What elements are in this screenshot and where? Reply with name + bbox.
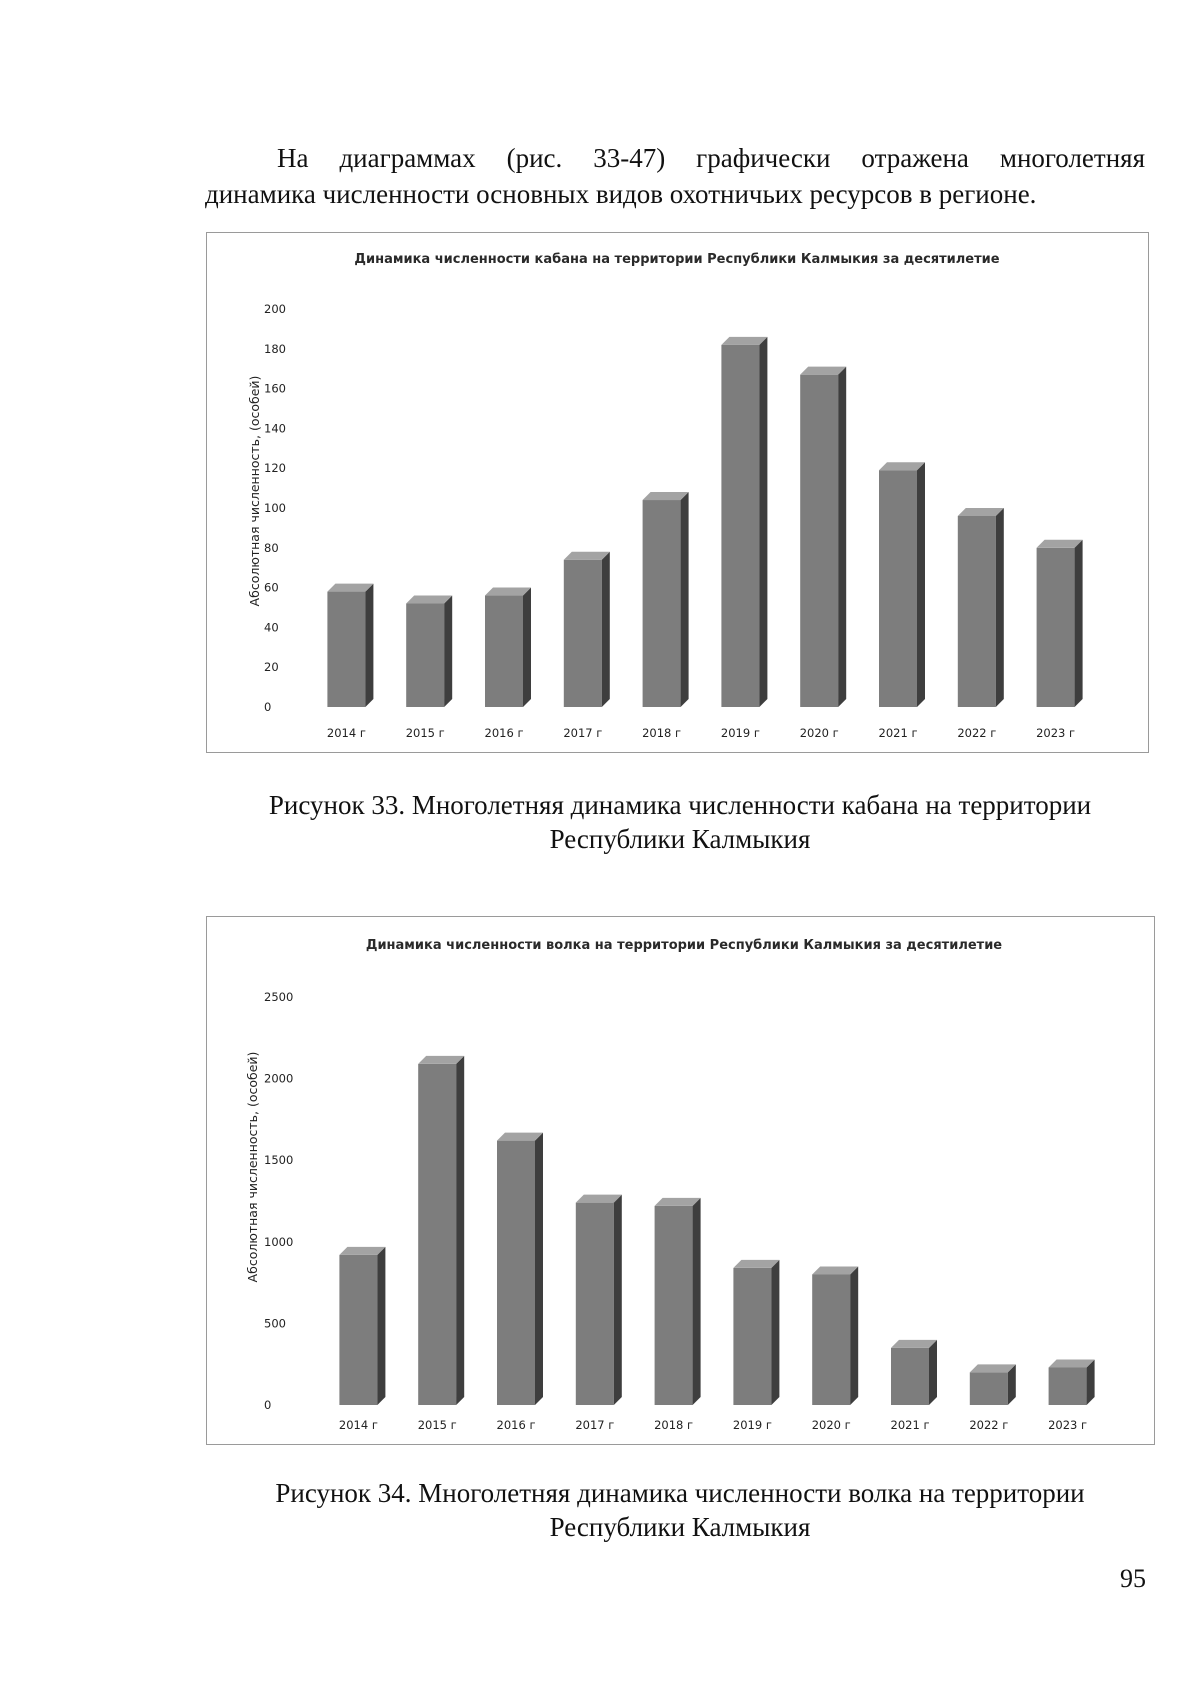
boar-chart-bar-front: [721, 345, 759, 707]
boar-chart-bar: [1037, 540, 1083, 707]
boar-chart-bar-side: [996, 508, 1004, 707]
wolf-chart-bar-top: [576, 1195, 622, 1203]
wolf-chart-bar: [576, 1195, 622, 1405]
boar-chart-bar-top: [643, 492, 689, 500]
chart-wolf: [207, 917, 1154, 1444]
wolf-chart-y-tick-label: 2500: [264, 990, 294, 1004]
wolf-chart-bar: [970, 1364, 1016, 1405]
boar-chart-y-tick-label: 80: [264, 540, 279, 555]
wolf-chart-bar-front: [576, 1203, 614, 1405]
boar-chart-x-tick-label: 2016 г: [484, 726, 524, 740]
figure-33-caption-line-1: Рисунок 33. Многолетняя динамика численности кабана на территории: [268, 790, 1092, 820]
page-number: 95: [1120, 1564, 1146, 1593]
figure-34-caption-line-1: Рисунок 34. Многолетняя динамика численности волка на территории: [275, 1478, 1085, 1508]
boar-chart-x-tick-label: 2017 г: [563, 726, 603, 740]
wolf-chart-bar-side: [456, 1056, 464, 1405]
boar-chart-y-tick-label: 20: [264, 660, 279, 675]
boar-chart-bar-front: [564, 560, 602, 707]
wolf-chart-x-tick-label: 2015 г: [417, 1418, 457, 1432]
boar-chart-x-tick-label: 2018 г: [642, 726, 682, 740]
boar-chart-bar-top: [406, 596, 452, 604]
boar-chart-bar: [406, 596, 452, 707]
boar-chart-y-tick-label: 0: [264, 700, 272, 714]
wolf-chart-bar-front: [339, 1255, 377, 1405]
boar-chart-x-tick-label: 2021 г: [878, 726, 918, 740]
wolf-chart-y-axis-title: Абсолютная численность, (особей): [245, 1051, 260, 1283]
wolf-chart-x-tick-label: 2020 г: [811, 1418, 851, 1432]
boar-chart-x-tick-label: 2019 г: [720, 726, 760, 740]
wolf-chart-bar-top: [1049, 1359, 1095, 1367]
wolf-chart-bar-front: [733, 1268, 771, 1405]
wolf-chart-bar-side: [693, 1198, 701, 1405]
boar-chart-bar-top: [958, 508, 1004, 516]
boar-chart-x-tick-label: 2020 г: [799, 726, 839, 740]
boar-chart-bar-top: [879, 462, 925, 470]
wolf-chart-bar-side: [850, 1266, 858, 1405]
wolf-chart-x-tick-label: 2019 г: [732, 1418, 772, 1432]
boar-chart-y-tick-label: 200: [264, 302, 286, 316]
boar-chart-bar-front: [485, 596, 523, 707]
wolf-chart-bar-top: [418, 1056, 464, 1064]
wolf-chart-bar-front: [418, 1064, 456, 1405]
boar-chart-bar-front: [327, 592, 365, 707]
wolf-chart-title: Динамика численности волка на территории Республики Калмыкия за десятилетие: [365, 938, 1003, 953]
wolf-chart-y-tick-label: 1000: [264, 1234, 294, 1249]
wolf-chart-bar-top: [812, 1266, 858, 1274]
wolf-chart-x-tick-label: 2021 г: [890, 1418, 930, 1432]
wolf-chart-bar: [655, 1198, 701, 1405]
figure-33-caption-line-2: Республики Калмыкия: [549, 824, 811, 854]
wolf-chart-bar: [497, 1133, 543, 1405]
boar-chart-bar-side: [523, 588, 531, 707]
wolf-chart-x-tick-label: 2016 г: [496, 1418, 536, 1432]
boar-chart-bar-top: [485, 588, 531, 596]
boar-chart-bar-front: [1037, 548, 1075, 707]
boar-chart-y-tick-label: 60: [264, 580, 279, 595]
boar-chart-bar-front: [643, 500, 681, 707]
boar-chart-x-tick-label: 2022 г: [957, 726, 997, 740]
boar-chart-bar-side: [444, 596, 452, 707]
intro-line-1: На диаграммах (рис. 33-47) графически отражена многолетняя: [277, 143, 1145, 173]
wolf-chart-y-tick-label: 2000: [264, 1071, 294, 1086]
boar-chart-bar: [643, 492, 689, 707]
wolf-chart-x-tick-label: 2023 г: [1048, 1418, 1088, 1432]
boar-chart-bar-top: [800, 367, 846, 375]
wolf-chart-bar-front: [812, 1274, 850, 1405]
boar-chart-x-tick-label: 2023 г: [1036, 726, 1076, 740]
chart-boar-frame: [206, 232, 1149, 753]
boar-chart-bar-top: [721, 337, 767, 345]
figure-34-caption: [180, 1476, 1180, 1544]
wolf-chart-x-tick-label: 2014 г: [338, 1418, 378, 1432]
wolf-chart-bar-front: [891, 1348, 929, 1405]
boar-chart-bar-side: [759, 337, 767, 707]
wolf-chart-bar-front: [497, 1141, 535, 1405]
figure-34-caption-line-2: Республики Калмыкия: [549, 1512, 811, 1542]
wolf-chart-x-tick-label: 2018 г: [654, 1418, 694, 1432]
wolf-chart-bar-top: [733, 1260, 779, 1268]
wolf-chart-bar-side: [377, 1247, 385, 1405]
boar-chart-bar-side: [602, 552, 610, 707]
wolf-chart-bar-front: [1049, 1367, 1087, 1405]
intro-line-2: динамика численности основных видов охотничьих ресурсов в регионе.: [205, 179, 1037, 209]
wolf-chart-bar-side: [614, 1195, 622, 1405]
boar-chart-bar: [721, 337, 767, 707]
chart-wolf-frame: [206, 916, 1155, 1445]
boar-chart-bar-top: [1037, 540, 1083, 548]
boar-chart-bar: [879, 462, 925, 707]
wolf-chart-bar-top: [339, 1247, 385, 1255]
boar-chart-bar-side: [917, 462, 925, 707]
wolf-chart-bar-side: [535, 1133, 543, 1405]
boar-chart-bar: [564, 552, 610, 707]
boar-chart-bar-front: [879, 470, 917, 707]
boar-chart-bar-front: [958, 516, 996, 707]
wolf-chart-bar-top: [497, 1133, 543, 1141]
wolf-chart-y-tick-label: 1500: [264, 1153, 294, 1168]
boar-chart-bar: [327, 584, 373, 707]
boar-chart-bar-top: [564, 552, 610, 560]
boar-chart-bar: [800, 367, 846, 707]
wolf-chart-bar-front: [970, 1372, 1008, 1405]
wolf-chart-bar: [891, 1340, 937, 1405]
wolf-chart-bar-side: [771, 1260, 779, 1405]
boar-chart-x-tick-label: 2015 г: [405, 726, 445, 740]
wolf-chart-bar-top: [655, 1198, 701, 1206]
boar-chart-bar-side: [681, 492, 689, 707]
boar-chart-y-tick-label: 100: [264, 501, 286, 515]
wolf-chart-x-tick-label: 2022 г: [969, 1418, 1009, 1432]
boar-chart-bar: [958, 508, 1004, 707]
figure-33-caption: [180, 788, 1180, 856]
wolf-chart-bar: [339, 1247, 385, 1405]
wolf-chart-bar-front: [655, 1206, 693, 1405]
boar-chart-x-tick-label: 2014 г: [326, 726, 366, 740]
boar-chart-title: Динамика численности кабана на территории Республики Калмыкия за десятилетие: [354, 252, 1000, 267]
boar-chart-y-tick-label: 180: [264, 341, 286, 356]
wolf-chart-y-tick-label: 0: [264, 1398, 272, 1412]
intro-paragraph: [205, 140, 1145, 212]
wolf-chart-y-tick-label: 500: [264, 1316, 286, 1331]
wolf-chart-bar: [1049, 1359, 1095, 1405]
boar-chart-y-tick-label: 160: [264, 381, 286, 396]
boar-chart-bar-side: [838, 367, 846, 707]
wolf-chart-bar: [418, 1056, 464, 1405]
boar-chart-y-axis-title: Абсолютная численность, (особей): [247, 375, 262, 607]
boar-chart-y-tick-label: 140: [264, 421, 286, 436]
boar-chart-bar-front: [406, 604, 444, 707]
boar-chart-bar: [485, 588, 531, 707]
wolf-chart-bar: [812, 1266, 858, 1405]
wolf-chart-x-tick-label: 2017 г: [575, 1418, 615, 1432]
boar-chart-bar-side: [365, 584, 373, 707]
wolf-chart-bar-side: [1087, 1359, 1095, 1405]
boar-chart-y-tick-label: 40: [264, 620, 279, 635]
boar-chart-bar-front: [800, 375, 838, 707]
chart-boar: [207, 233, 1148, 752]
wolf-chart-bar-top: [891, 1340, 937, 1348]
wolf-chart-bar-top: [970, 1364, 1016, 1372]
boar-chart-y-tick-label: 120: [264, 461, 286, 476]
wolf-chart-bar: [733, 1260, 779, 1405]
wolf-chart-bar-side: [929, 1340, 937, 1405]
boar-chart-bar-side: [1075, 540, 1083, 707]
boar-chart-bar-top: [327, 584, 373, 592]
